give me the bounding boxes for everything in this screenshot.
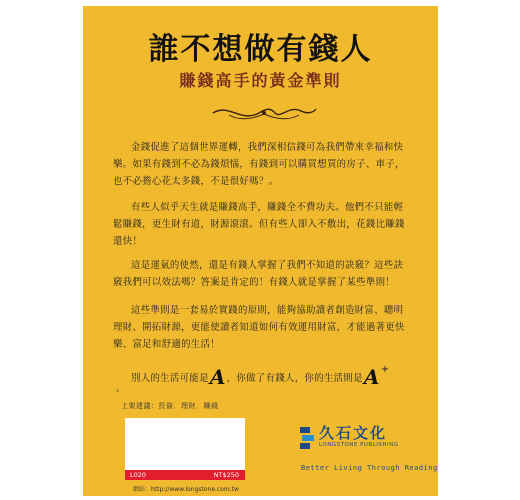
closing-period: 。 bbox=[116, 384, 126, 394]
shelf-category: 上架建議：投資．理財．賺錢 bbox=[121, 402, 219, 410]
ornament-flourish-icon bbox=[209, 101, 319, 125]
book-back-cover bbox=[83, 6, 438, 496]
book-title: 誰不想做有錢人 bbox=[148, 32, 373, 67]
barcode-area bbox=[125, 418, 245, 470]
closing-part-2: ，你做了有錢人，你的生活則是 bbox=[226, 373, 363, 384]
publisher-english-name: LONGSTONE PUBLISHING bbox=[319, 442, 399, 448]
grade-a: A bbox=[209, 365, 226, 389]
publisher-name: 久石文化 bbox=[319, 424, 388, 442]
price-bar bbox=[125, 470, 245, 480]
body-paragraph: 這是運氣的使然，還是有錢人掌握了我們不知道的訣竅？這些訣竅我們可以效法嗎？答案是肯定的！有錢人就是掌握了某些準則！ bbox=[113, 260, 404, 288]
body-paragraph: 有些人似乎天生就是賺錢高手，賺錢全不費功夫。他們不只能輕鬆賺錢，更生財有道，財源滾滾。但有些人卻入不敷出，花錢比賺錢還快！ bbox=[113, 202, 405, 247]
book-code: L020 bbox=[130, 471, 147, 479]
closing-part-1: 別人的生活可能是 bbox=[131, 373, 209, 384]
body-paragraph: 這些準則是一套易於實踐的原則，能夠協助讀者創造財富、聰明理財、開拓財源，更能使讀者知道如何有效運用財富，才能過著更快樂、富足和舒適的生活！ bbox=[113, 305, 405, 350]
stone-stack-icon bbox=[299, 426, 315, 450]
body-paragraph: 金錢促進了這個世界運轉，我們深相信錢可為我們帶來幸福和快樂。如果有錢到不必為錢煩惱，有錢到可以購買想買的房子、車子，也不必擔心花太多錢，不是很好嗎？。 bbox=[113, 142, 405, 187]
plus-sign: + bbox=[380, 364, 390, 375]
book-price: NT$250 bbox=[213, 471, 239, 479]
publisher-slogan: Better Living Through Reading bbox=[301, 464, 438, 472]
closing-sentence bbox=[113, 361, 423, 387]
publisher-website: 網站：http://www.longstone.com.tw bbox=[133, 486, 239, 493]
grade-a-plus: A bbox=[363, 365, 380, 389]
book-subtitle: 賺錢高手的黃金準則 bbox=[179, 71, 342, 90]
